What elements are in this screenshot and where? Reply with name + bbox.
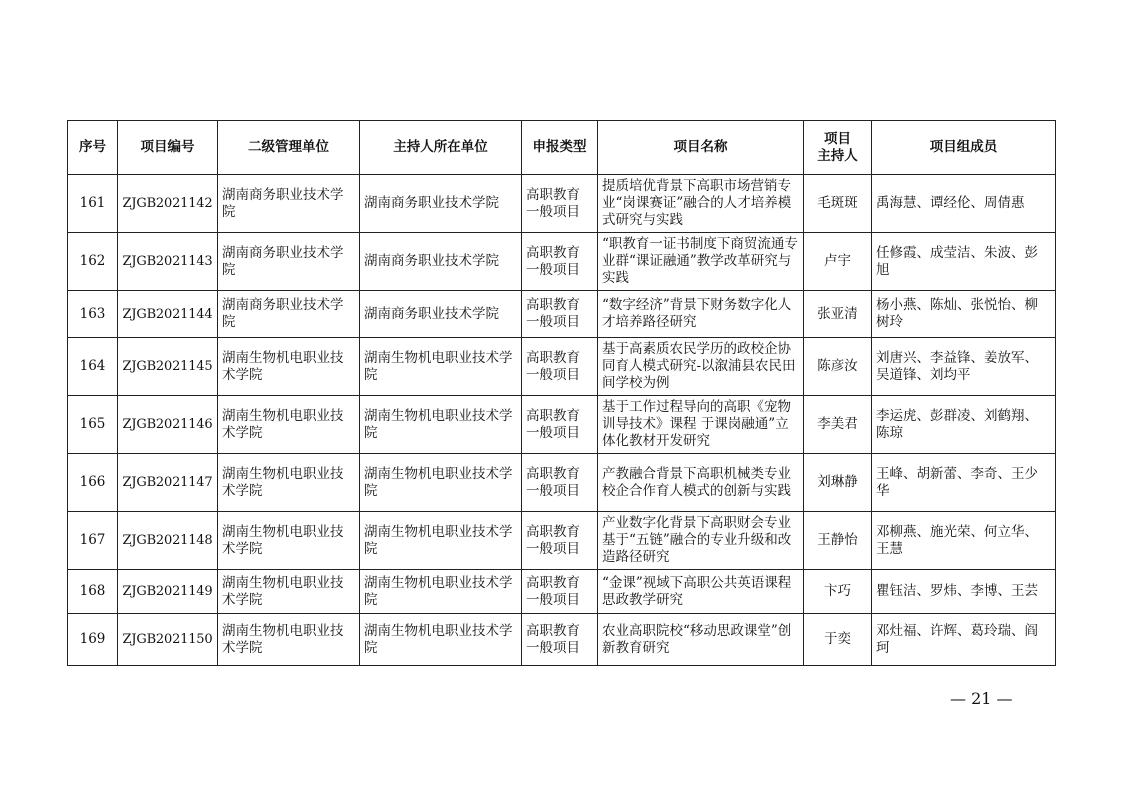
cell-host: 卢宇 [804, 233, 872, 291]
cell-unit: 湖南生物机电职业技术学院 [218, 512, 360, 570]
cell-code: ZJGB2021148 [118, 512, 218, 570]
cell-seq: 161 [68, 175, 118, 233]
cell-name: 基于高素质农民学历的政校企协同育人模式研究-以溆浦县农民田间学校为例 [598, 338, 804, 396]
header-name: 项目名称 [598, 121, 804, 175]
cell-unit: 湖南生物机电职业技术学院 [218, 338, 360, 396]
cell-name: “金课”视域下高职公共英语课程思政教学研究 [598, 570, 804, 614]
cell-members: 刘唐兴、李益锋、姜放军、吴道锋、刘均平 [872, 338, 1056, 396]
cell-type: 高职教育一般项目 [522, 338, 598, 396]
cell-host: 于奕 [804, 614, 872, 666]
cell-host: 王静怡 [804, 512, 872, 570]
cell-members: 邓柳燕、施光荣、何立华、王慧 [872, 512, 1056, 570]
cell-unit: 湖南商务职业技术学院 [218, 291, 360, 338]
cell-seq: 168 [68, 570, 118, 614]
cell-host-unit: 湖南生物机电职业技术学院 [360, 614, 522, 666]
cell-members: 邓灶福、许辉、葛玲瑞、阎珂 [872, 614, 1056, 666]
cell-type: 高职教育一般项目 [522, 233, 598, 291]
header-members: 项目组成员 [872, 121, 1056, 175]
project-table [67, 120, 1056, 666]
cell-seq: 166 [68, 454, 118, 512]
cell-members: 禹海慧、谭经伦、周倩惠 [872, 175, 1056, 233]
table-header-row [68, 121, 1056, 175]
header-host-unit: 主持人所在单位 [360, 121, 522, 175]
header-host [804, 121, 872, 175]
cell-unit: 湖南商务职业技术学院 [218, 233, 360, 291]
cell-name: 产教融合背景下高职机械类专业校企合作育人模式的创新与实践 [598, 454, 804, 512]
cell-host-unit: 湖南商务职业技术学院 [360, 291, 522, 338]
cell-type: 高职教育一般项目 [522, 175, 598, 233]
cell-name: “数字经济”背景下财务数字化人才培养路径研究 [598, 291, 804, 338]
cell-type: 高职教育一般项目 [522, 291, 598, 338]
cell-members: 杨小燕、陈灿、张悦怡、柳树玲 [872, 291, 1056, 338]
table-row [68, 233, 1056, 291]
cell-unit: 湖南商务职业技术学院 [218, 175, 360, 233]
cell-seq: 164 [68, 338, 118, 396]
cell-code: ZJGB2021146 [118, 396, 218, 454]
cell-host-unit: 湖南生物机电职业技术学院 [360, 512, 522, 570]
cell-seq: 167 [68, 512, 118, 570]
cell-seq: 162 [68, 233, 118, 291]
cell-code: ZJGB2021143 [118, 233, 218, 291]
cell-unit: 湖南生物机电职业技术学院 [218, 614, 360, 666]
header-host-line2: 主持人 [817, 147, 858, 164]
cell-host-unit: 湖南商务职业技术学院 [360, 175, 522, 233]
cell-members: 王峰、胡新蕾、李奇、王少华 [872, 454, 1056, 512]
page-number: — 21 — [950, 689, 1013, 708]
table-row [68, 291, 1056, 338]
cell-code: ZJGB2021142 [118, 175, 218, 233]
cell-code: ZJGB2021150 [118, 614, 218, 666]
cell-host: 李美君 [804, 396, 872, 454]
table-row [68, 570, 1056, 614]
cell-code: ZJGB2021149 [118, 570, 218, 614]
cell-seq: 169 [68, 614, 118, 666]
table-row [68, 396, 1056, 454]
table-row [68, 512, 1056, 570]
cell-type: 高职教育一般项目 [522, 570, 598, 614]
header-seq: 序号 [68, 121, 118, 175]
cell-host: 卞巧 [804, 570, 872, 614]
cell-host-unit: 湖南生物机电职业技术学院 [360, 454, 522, 512]
header-unit: 二级管理单位 [218, 121, 360, 175]
cell-name: “职教育一证书制度下商贸流通专业群“课证融通”教学改革研究与实践 [598, 233, 804, 291]
header-host-line1: 项目 [824, 130, 851, 147]
cell-type: 高职教育一般项目 [522, 396, 598, 454]
table-row [68, 338, 1056, 396]
cell-code: ZJGB2021145 [118, 338, 218, 396]
cell-name: 产业数字化背景下高职财会专业基于“五链”融合的专业升级和改造路径研究 [598, 512, 804, 570]
table-row [68, 175, 1056, 233]
cell-host: 刘琳静 [804, 454, 872, 512]
header-code: 项目编号 [118, 121, 218, 175]
table-row [68, 614, 1056, 666]
cell-host-unit: 湖南生物机电职业技术学院 [360, 570, 522, 614]
cell-members: 瞿钰洁、罗炜、李博、王芸 [872, 570, 1056, 614]
cell-code: ZJGB2021147 [118, 454, 218, 512]
cell-code: ZJGB2021144 [118, 291, 218, 338]
project-table-container [67, 120, 1055, 666]
cell-host: 毛斑斑 [804, 175, 872, 233]
cell-unit: 湖南生物机电职业技术学院 [218, 570, 360, 614]
header-type: 申报类型 [522, 121, 598, 175]
cell-members: 李运虎、彭群凌、刘鹤翔、陈琼 [872, 396, 1056, 454]
cell-type: 高职教育一般项目 [522, 512, 598, 570]
cell-name: 基于工作过程导向的高职《宠物训导技术》课程 于课岗融通”立体化教材开发研究 [598, 396, 804, 454]
cell-unit: 湖南生物机电职业技术学院 [218, 396, 360, 454]
cell-host-unit: 湖南生物机电职业技术学院 [360, 396, 522, 454]
table-row [68, 454, 1056, 512]
cell-seq: 165 [68, 396, 118, 454]
cell-name: 农业高职院校“移动思政课堂”创新教育研究 [598, 614, 804, 666]
cell-unit: 湖南生物机电职业技术学院 [218, 454, 360, 512]
cell-host: 陈彦汝 [804, 338, 872, 396]
cell-name: 提质培优背景下高职市场营销专业“岗课赛证”融合的人才培养模式研究与实践 [598, 175, 804, 233]
cell-seq: 163 [68, 291, 118, 338]
cell-type: 高职教育一般项目 [522, 614, 598, 666]
cell-type: 高职教育一般项目 [522, 454, 598, 512]
cell-host: 张亚清 [804, 291, 872, 338]
cell-host-unit: 湖南生物机电职业技术学院 [360, 338, 522, 396]
cell-host-unit: 湖南商务职业技术学院 [360, 233, 522, 291]
cell-members: 任修霞、成莹洁、朱波、彭旭 [872, 233, 1056, 291]
